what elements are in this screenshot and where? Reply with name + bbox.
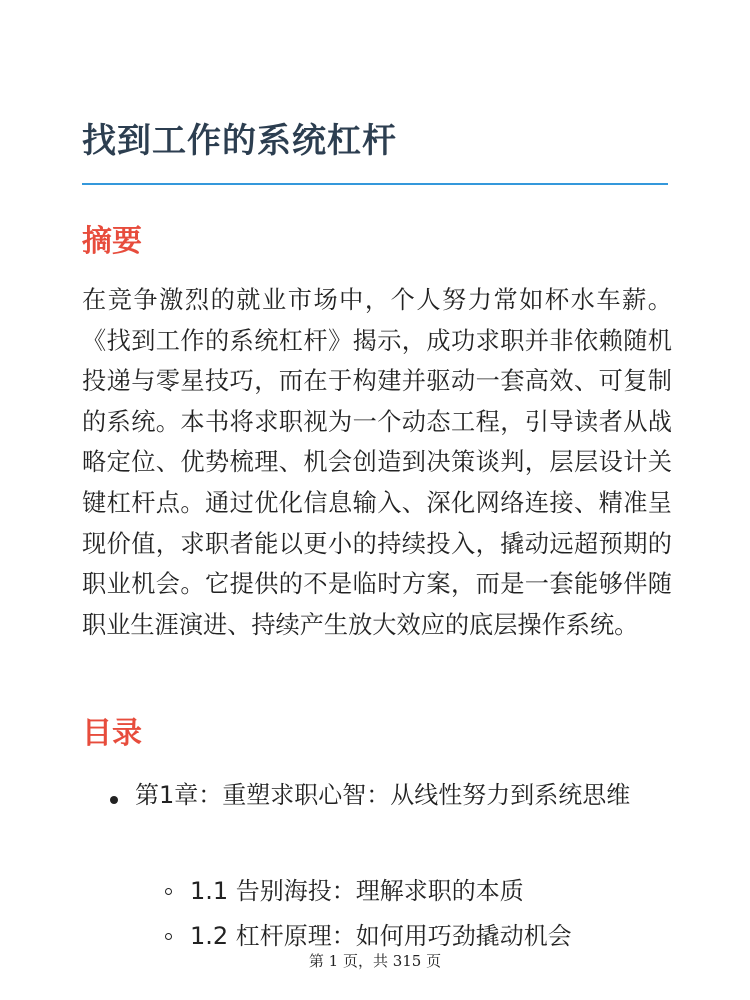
toc-section-1-1[interactable]: 1.1 告别海投：理解求职的本质	[190, 877, 524, 905]
document-title: 找到工作的系统杠杆	[82, 121, 397, 161]
bullet-disc-icon	[110, 796, 118, 804]
toc-section-1-2[interactable]: 1.2 杠杆原理：如何用巧劲撬动机会	[190, 922, 572, 950]
title-divider	[82, 183, 668, 185]
bullet-circle-icon	[165, 933, 172, 940]
toc-chapter-1[interactable]: 第1章：重塑求职心智：从线性努力到系统思维	[135, 781, 631, 809]
toc-heading: 目录	[82, 716, 142, 751]
abstract-body: 在竞争激烈的就业市场中，个人努力常如杯水车薪。《找到工作的系统杠杆》揭示，成功求职并非依赖随机投递与零星技巧，而在于构建并驱动一套高效、可复制的系统。本书将求职视为一个动态工程，引导读者从战略定位、优势梳理、机会创造到决策谈判，层层设计关键杠杆点。通过优化信息输入、深化网络连接、精准呈现价值，求职者能以更小的持续投入，撬动远超预期的职业机会。它提供的不是临时方案，而是一套能够伴随职业生涯演进、持续产生放大效应的底层操作系统。	[82, 286, 672, 639]
bullet-circle-icon	[165, 888, 172, 895]
abstract-heading: 摘要	[82, 224, 142, 259]
page-number-footer: 第 1 页，共 315 页	[308, 952, 442, 970]
